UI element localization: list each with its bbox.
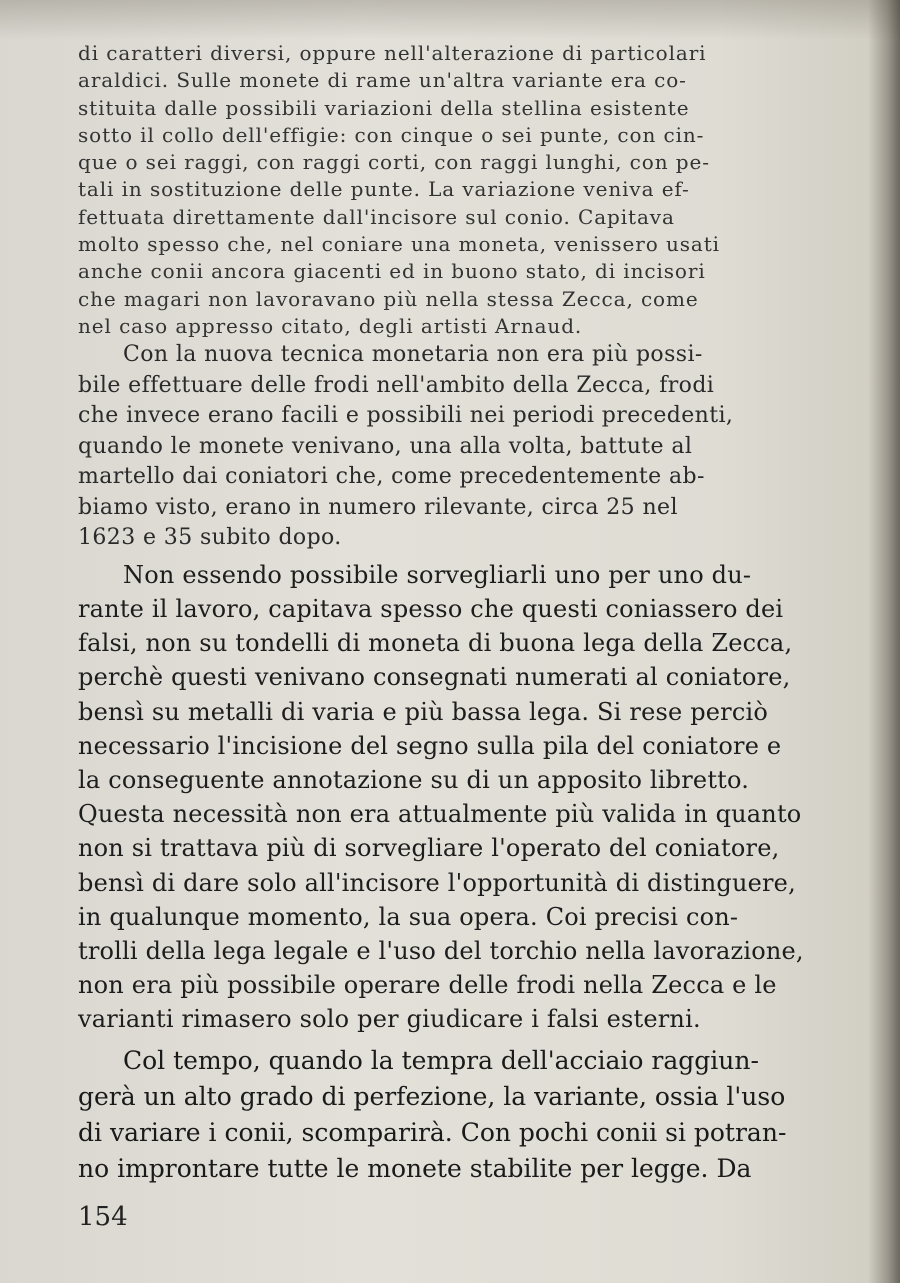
text-line: bensì di dare solo all'incisore l'opportunità di distinguere, xyxy=(78,868,796,897)
text-line: non si trattava più di sorvegliare l'operato del coniatore, xyxy=(78,834,780,863)
text-line: bile effettuare delle frodi nell'ambito della Zecca, frodi xyxy=(78,372,715,398)
paragraph-2 xyxy=(78,340,838,554)
text-line: 1623 e 35 subito dopo. xyxy=(78,525,342,551)
page-edge-shadow xyxy=(868,0,900,1283)
text-line: che invece erano facili e possibili nei periodi precedenti, xyxy=(78,403,734,429)
paragraph-3 xyxy=(78,558,838,1037)
text-line: bensì su metalli di varia e più bassa lega. Si rese perciò xyxy=(78,697,769,726)
text-line: Con la nuova tecnica monetaria non era più possi- xyxy=(123,342,703,368)
page-top-shadow xyxy=(0,0,900,40)
text-line: fettuata direttamente dall'incisore sul conio. Capitava xyxy=(78,204,675,229)
book-page-text xyxy=(78,40,838,1187)
text-line: araldici. Sulle monete di rame un'altra variante era co- xyxy=(78,68,687,93)
text-line: Col tempo, quando la tempra dell'acciaio raggiun- xyxy=(123,1045,759,1075)
paragraph-1 xyxy=(78,40,838,340)
text-line: di caratteri diversi, oppure nell'alterazione di particolari xyxy=(78,41,707,65)
text-line: Questa necessità non era attualmente più valida in quanto xyxy=(78,800,802,829)
text-line: molto spesso che, nel coniare una moneta, venissero usati xyxy=(78,232,720,257)
text-line: no improntare tutte le monete stabilite per legge. Da xyxy=(78,1153,752,1183)
text-line: sotto il collo dell'effigie: con cinque o sei punte, con cin- xyxy=(78,122,705,147)
page-number: 154 xyxy=(78,1202,128,1232)
text-line: di variare i conii, scomparirà. Con pochi conii si potran- xyxy=(78,1117,787,1147)
text-line: varianti rimasero solo per giudicare i falsi esterni. xyxy=(78,1005,701,1034)
paragraph-4 xyxy=(78,1043,838,1187)
text-line: anche conii ancora giacenti ed in buono stato, di incisori xyxy=(78,259,706,284)
text-line: martello dai coniatori che, come precedentemente ab- xyxy=(78,464,705,490)
text-line: nel caso appresso citato, degli artisti Arnaud. xyxy=(78,313,583,338)
text-line: biamo visto, erano in numero rilevante, circa 25 nel xyxy=(78,494,678,520)
text-line: necessario l'incisione del segno sulla pila del coniatore e xyxy=(78,731,782,760)
text-line: Non essendo possibile sorvegliarli uno per uno du- xyxy=(123,560,752,589)
text-line: perchè questi venivano consegnati numerati al coniatore, xyxy=(78,663,791,692)
text-line: che magari non lavoravano più nella stessa Zecca, come xyxy=(78,286,699,311)
text-line: stituita dalle possibili variazioni della stellina esistente xyxy=(78,95,690,120)
text-line: non era più possibile operare delle frodi nella Zecca e le xyxy=(78,971,777,1000)
text-line: que o sei raggi, con raggi corti, con raggi lunghi, con pe- xyxy=(78,150,710,175)
text-line: rante il lavoro, capitava spesso che questi coniassero dei xyxy=(78,594,784,623)
text-line: gerà un alto grado di perfezione, la variante, ossia l'uso xyxy=(78,1081,786,1111)
text-line: tali in sostituzione delle punte. La variazione veniva ef- xyxy=(78,177,690,202)
text-line: quando le monete venivano, una alla volta, battute al xyxy=(78,433,693,459)
text-line: in qualunque momento, la sua opera. Coi precisi con- xyxy=(78,902,739,931)
text-line: falsi, non su tondelli di moneta di buona lega della Zecca, xyxy=(78,629,793,658)
text-line: la conseguente annotazione su di un apposito libretto. xyxy=(78,765,750,794)
text-line: trolli della lega legale e l'uso del torchio nella lavorazione, xyxy=(78,937,804,965)
